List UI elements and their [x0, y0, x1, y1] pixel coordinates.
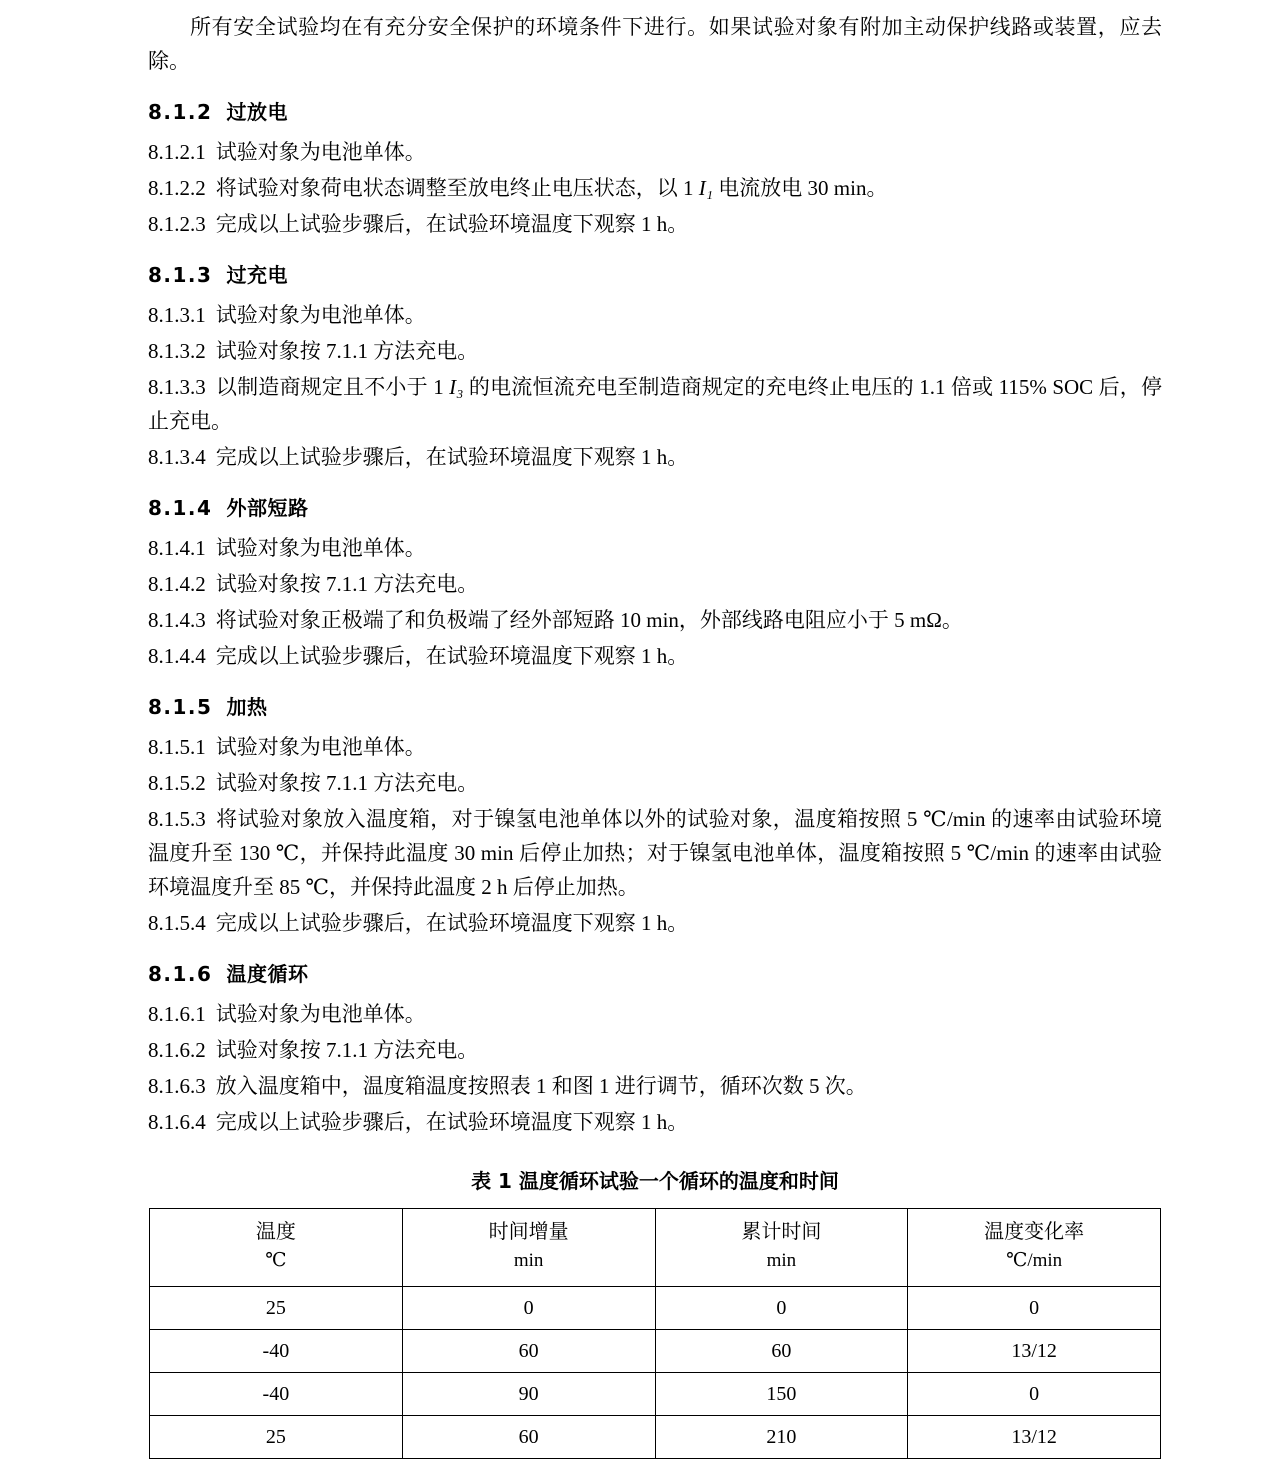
clause-text: 试验对象为电池单体。: [215, 140, 426, 165]
section-number: 8.1.6: [148, 962, 213, 987]
table-cell: 0: [655, 1286, 908, 1329]
section-number: 8.1.4: [148, 496, 213, 521]
clause-number: 8.1.6.1: [148, 1002, 206, 1027]
clause-number: 8.1.5.4: [148, 911, 206, 936]
clause-paragraph: [148, 567, 1162, 601]
clause-paragraph: [148, 1105, 1162, 1139]
table-cell: 25: [150, 1415, 403, 1458]
clause-paragraph: [148, 730, 1162, 764]
table-cell: 60: [655, 1329, 908, 1372]
table-cell: 0: [908, 1286, 1161, 1329]
section-heading: [148, 691, 1162, 720]
clause-text: 试验对象按 7.1.1 方法充电。: [215, 771, 479, 796]
clause-number: 8.1.6.3: [148, 1074, 206, 1099]
clause-text: 试验对象为电池单体。: [215, 303, 426, 328]
clause-symbol: I₃: [449, 375, 464, 400]
clause-number: 8.1.4.4: [148, 644, 206, 669]
table-cell: -40: [150, 1372, 403, 1415]
clause-paragraph: [148, 334, 1162, 368]
clause-number: 8.1.3.2: [148, 339, 206, 364]
table-column-header: [402, 1209, 655, 1287]
clause-text: 试验对象按 7.1.1 方法充电。: [215, 1038, 479, 1063]
table-cell: 0: [908, 1372, 1161, 1415]
intro-paragraph: 所有安全试验均在有充分安全保护的环境条件下进行。如果试验对象有附加主动保护线路或装置，应去除。: [148, 15, 1162, 74]
table-cell: -40: [150, 1329, 403, 1372]
table-row: [150, 1329, 1161, 1372]
clause-text: 试验对象按 7.1.1 方法充电。: [215, 339, 479, 364]
column-header-label: 温度: [255, 1221, 296, 1244]
table-column-header: [908, 1209, 1161, 1287]
section-title: 过充电: [226, 263, 288, 288]
table-cell: 150: [655, 1372, 908, 1415]
table-row: [150, 1372, 1161, 1415]
column-header-label: 累计时间: [741, 1221, 822, 1244]
section-title: 外部短路: [226, 496, 309, 521]
clause-number: 8.1.3.1: [148, 303, 206, 328]
section-heading: [148, 259, 1162, 288]
clause-number: 8.1.2.1: [148, 140, 206, 165]
clause-paragraph: [148, 370, 1162, 438]
column-header-unit: ℃: [265, 1250, 287, 1272]
table-cell: 25: [150, 1286, 403, 1329]
clause-number: 8.1.5.3: [148, 807, 206, 832]
section-number: 8.1.2: [148, 100, 213, 125]
clause-number: 8.1.5.2: [148, 771, 206, 796]
table-header-row: [150, 1209, 1161, 1287]
column-header-unit: min: [766, 1250, 797, 1272]
clause-number: 8.1.4.1: [148, 536, 206, 561]
clause-number: 8.1.2.2: [148, 176, 206, 201]
section-heading: [148, 958, 1162, 987]
table-body: [150, 1286, 1161, 1458]
clause-symbol: I₁: [698, 176, 714, 201]
table-head: [150, 1209, 1161, 1287]
clause-paragraph: [148, 531, 1162, 565]
section-list: [148, 96, 1162, 1139]
section-heading: [148, 492, 1162, 521]
clause-text: 试验对象按 7.1.1 方法充电。: [215, 572, 479, 597]
table-row: [150, 1415, 1161, 1458]
section-title: 过放电: [226, 100, 288, 125]
temperature-cycle-table: [149, 1208, 1161, 1459]
table-row: [150, 1286, 1161, 1329]
clause-text: 放入温度箱中，温度箱温度按照表 1 和图 1 进行调节，循环次数 5 次。: [215, 1074, 867, 1099]
clause-text: 完成以上试验步骤后，在试验环境温度下观察 1 h。: [215, 445, 689, 470]
clause-paragraph: [148, 298, 1162, 332]
column-header-unit: ℃/min: [1006, 1250, 1063, 1272]
clause-text: 完成以上试验步骤后，在试验环境温度下观察 1 h。: [215, 644, 689, 669]
clause-text: 试验对象为电池单体。: [215, 1002, 426, 1027]
table-cell: 13/12: [908, 1329, 1161, 1372]
table-cell: 90: [402, 1372, 655, 1415]
clause-number: 8.1.2.3: [148, 212, 206, 237]
clause-text: 将试验对象荷电状态调整至放电终止电压状态，以 1: [215, 176, 699, 201]
clause-paragraph: [148, 207, 1162, 241]
clause-text-cont: 的电流恒流充电至制造商规定的充电终止电压的 1.1 倍或 115% SOC 后，停止充电。: [148, 375, 1162, 434]
clause-text: 完成以上试验步骤后，在试验环境温度下观察 1 h。: [215, 212, 689, 237]
clause-paragraph: [148, 1069, 1162, 1103]
column-header-label: 温度变化率: [984, 1221, 1085, 1244]
column-header-unit: min: [513, 1250, 544, 1272]
clause-text: 试验对象为电池单体。: [215, 735, 426, 760]
table-cell: 60: [402, 1329, 655, 1372]
table-column-header: [655, 1209, 908, 1287]
clause-paragraph: [148, 171, 1162, 205]
table-caption: 表 1 温度循环试验一个循环的温度和时间: [471, 1169, 839, 1194]
section-title: 加热: [226, 695, 268, 720]
clause-paragraph: [148, 906, 1162, 940]
clause-paragraph: [148, 802, 1162, 904]
clause-text: 以制造商规定且不小于 1: [215, 375, 450, 400]
section-number: 8.1.5: [148, 695, 213, 720]
clause-paragraph: [148, 440, 1162, 474]
clause-text: 完成以上试验步骤后，在试验环境温度下观察 1 h。: [215, 1110, 689, 1135]
table-cell: 13/12: [908, 1415, 1161, 1458]
section-number: 8.1.3: [148, 263, 213, 288]
clause-text: 完成以上试验步骤后，在试验环境温度下观察 1 h。: [215, 911, 689, 936]
clause-paragraph: [148, 997, 1162, 1031]
clause-paragraph: [148, 603, 1162, 637]
clause-paragraph: [148, 766, 1162, 800]
clause-paragraph: [148, 639, 1162, 673]
table-cell: 210: [655, 1415, 908, 1458]
section-title: 温度循环: [226, 962, 309, 987]
section-heading: [148, 96, 1162, 125]
clause-paragraph: [148, 1033, 1162, 1067]
clause-text: 将试验对象正极端了和负极端了经外部短路 10 min，外部线路电阻应小于 5 mΩ。: [215, 608, 963, 633]
clause-number: 8.1.5.1: [148, 735, 206, 760]
clause-paragraph: [148, 135, 1162, 169]
clause-number: 8.1.3.3: [148, 375, 206, 400]
clause-text-cont: 电流放电 30 min。: [713, 176, 888, 201]
table-column-header: [150, 1209, 403, 1287]
clause-text: 将试验对象放入温度箱，对于镍氢电池单体以外的试验对象，温度箱按照 5 ℃/min 的速率由试验环境温度升至 130 ℃，并保持此温度 30 min 后停止加热；对于镍氢电池单体，温度箱按照 5 ℃/min 的速率由试验环境温度升至 85 ℃，并保持此温度 2 h 后停止加热。: [148, 807, 1162, 900]
clause-number: 8.1.6.4: [148, 1110, 206, 1135]
table-cell: 60: [402, 1415, 655, 1458]
column-header-label: 时间增量: [488, 1221, 569, 1244]
clause-text: 试验对象为电池单体。: [215, 536, 426, 561]
clause-number: 8.1.6.2: [148, 1038, 206, 1063]
clause-number: 8.1.4.2: [148, 572, 206, 597]
clause-number: 8.1.3.4: [148, 445, 206, 470]
clause-number: 8.1.4.3: [148, 608, 206, 633]
table-cell: 0: [402, 1286, 655, 1329]
